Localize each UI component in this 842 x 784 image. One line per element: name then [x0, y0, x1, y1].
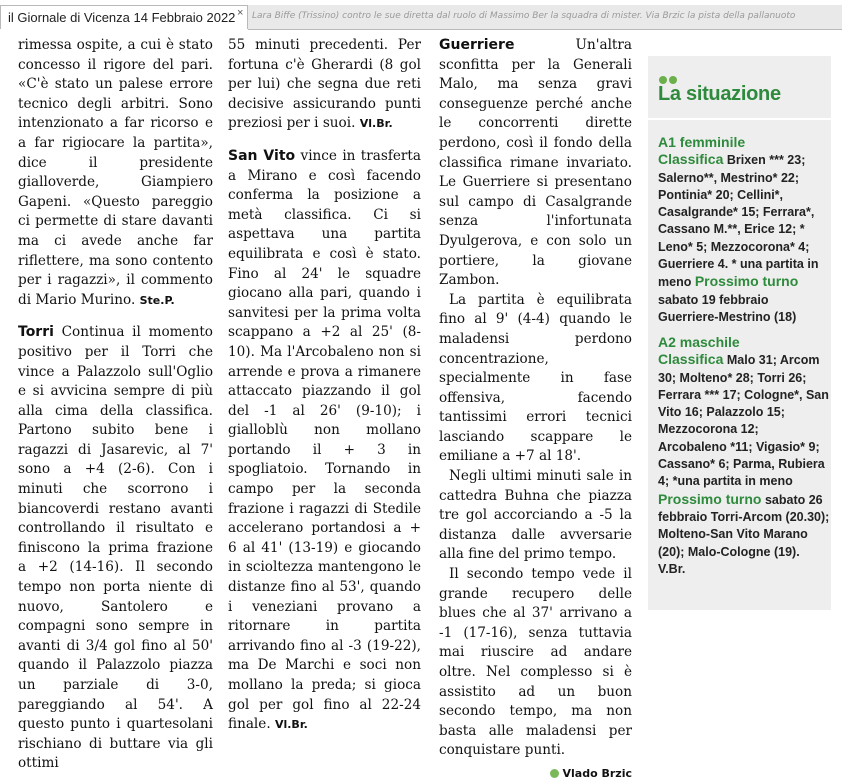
signature: Vl.Br.: [359, 117, 393, 131]
box-title: La situazione: [658, 83, 781, 105]
section-head: San Vito: [228, 147, 296, 164]
league-heading: A1 femminile: [658, 134, 746, 150]
classifica-label: Classifica: [658, 351, 724, 368]
paragraph: [228, 36, 421, 134]
paragraph: Negli ultimi minuti sale in cattedra Buhna che piazza tre gol accorciando a -5 la distanza dalle avversarie alla fine del primo tempo.: [439, 468, 632, 563]
standings-text: [658, 151, 830, 326]
league-heading: A2 maschile: [658, 334, 740, 350]
prossimo-text: sabato 26 febbraio Torri-Arcom (20.30); Molteno-San Vito Marano (20); Malo-Cologne (19).: [658, 492, 830, 559]
close-icon[interactable]: ×: [237, 7, 244, 19]
cropped-header-strip: [248, 5, 842, 30]
paragraph: La partita è equilibrata fino al 9' (4-4) quando le maladensi perdono concentrazione, specialmente in fase offensiva, facendo tantissimi errori tecnici lasciando scappare le emiliane a +7 al 18'.: [439, 291, 632, 465]
prossimo-label: Prossimo turno: [694, 273, 799, 290]
standings-a1: [658, 134, 830, 326]
paragraph: Il secondo tempo vede il grande recupero delle blues che al 37' arrivano a -1 (17-16), senza tuttavia mai riuscire ad andare oltre. Nel complesso si è assistito ad un buon secondo tempo, ma non basta alle maladensi per conquistare punti.: [439, 566, 632, 759]
signature: V.Br.: [658, 561, 686, 576]
standings-text: [658, 351, 830, 578]
prossimo-label: Prossimo turno: [658, 490, 762, 507]
signature: Vl.Br.: [274, 718, 308, 732]
article-column-3: [439, 36, 632, 784]
paragraph: [228, 147, 421, 735]
article-column-2: [228, 36, 421, 735]
signature: Ste.P.: [139, 293, 175, 307]
paragraph-text: Continua il momento positivo per il Torri che vince a Palazzolo sull'Oglio e si avvicina sempre di più alla cima della classifica. Partono subito bene i ragazzi di Jasarevic, al 7' sono a +4 (2-6). Con i minuti che scorrono i biancoverdi restano avanti controllando il risultato e finiscono la prima frazione a +2 (14-16). Il secondo tempo non porta niente di nuovo, Santolero e compagni sono sempre in avanti di 3/4 gol fino al 50' quando il Palazzolo piazza un parziale di 3-0, pareggiando al 54'. A questo punto i quartesolani rischiano di buttare via gli ottimi: [18, 324, 213, 772]
paragraph: [18, 36, 213, 310]
byline-text: Vlado Brzic: [562, 766, 632, 780]
paragraph: [18, 323, 213, 774]
prossimo-text: sabato 19 febbraio Guerriere-Mestrino (18): [658, 292, 797, 324]
paragraph-text: rimessa ospite, a cui è stato concesso il rigore del pari. «C'è stato un palese errore tecnico degli arbitri. Sono intenzionato a far ricorso e a far rigiocare la partita», dice il presidente gialloverde, Giampiero Gapeni. «Questo pareggio ci permette di stare davanti ma ci avede anche far riflettere, ma sono contento per i ragazzi», il commento di Mario Murino.: [18, 37, 213, 308]
paragraph-text: vince in trasferta a Mirano e così facendo conferma la posizione a metà classifica. Ci si aspettava una partita equilibrata e così è stato. Fino al 24' le squadre giocano alla pari, quando i sanvitesi per la prima volta scappano a +2 al 25' (8-10). Ma l'Arcobaleno non si arrende e prova a rimanere attaccato piazzando il gol del -1 al 26' (9-10); i gialloblù non mollano portando il + 3 in spogliatoio. Tornando in campo per la seconda frazione i ragazzi di Stedile accelerano portandosi a + 6 al 41' (13-19) e giocando in scioltezza mantengono le distanze fino al 53', quando i veneziani provano a ritornare in partita arrivando fino al -3 (19-22), ma De Marchi e soci non mollano la preda; si gioca gol per gol fino al 22-24 finale.: [228, 147, 421, 733]
cropped-header-text: Lara Biffe (Trissino) contro le sue diretta dal ruolo di Massimo Ber la squadra di mister. Via Brzic la pista della pallanuoto: [252, 11, 796, 21]
standings-box: [648, 56, 831, 610]
article-column-1: [18, 36, 213, 774]
paragraph-text: 55 minuti precedenti. Per fortuna c'è Gherardi (8 gol per lui) che segna due reti decisive assicurando punti preziosi per i suoi.: [228, 37, 421, 132]
section-head: Guerriere: [439, 37, 515, 53]
tab-title: il Giornale di Vicenza 14 Febbraio 2022: [8, 10, 236, 25]
document-tab[interactable]: [0, 5, 248, 29]
standings-a2: [658, 334, 830, 578]
classifica-text: Brixen *** 23; Salerno**, Mestrino* 22; Pontinia* 20; Cellini*, Casalgrande* 15; Ferrara*, Cassano M.**, Erice 12; * Leno* 5; Mezzocorona* 4; Guerriere 4. * una partita in meno: [658, 153, 819, 290]
divider: [648, 118, 831, 120]
paragraph: [439, 36, 632, 291]
section-head: Torri: [18, 324, 54, 341]
bullet-dot-icon: [550, 769, 559, 778]
byline: [439, 764, 632, 784]
paragraph-text: Un'altra sconfitta per la Generali Malo, ma senza gravi conseguenze perché anche le concorrenti dirette perdono, così il fondo della classifica rimane invariato. Le Guerriere si presentano sul campo di Casalgrande senza l'infortunata Dyulgerova, e con solo un portiere, la giovane Zambon.: [439, 37, 632, 289]
classifica-label: Classifica: [658, 151, 724, 168]
classifica-text: Malo 31; Arcom 30; Molteno* 28; Torri 26; Ferrara *** 17; Cologne*, San Vito 16; Palazzolo 15; Mezzocorona 12; Arcobaleno *11; Vigasio* 9; Cassano* 6; Parma, Rubiera 4; *una partita in meno: [658, 353, 829, 489]
